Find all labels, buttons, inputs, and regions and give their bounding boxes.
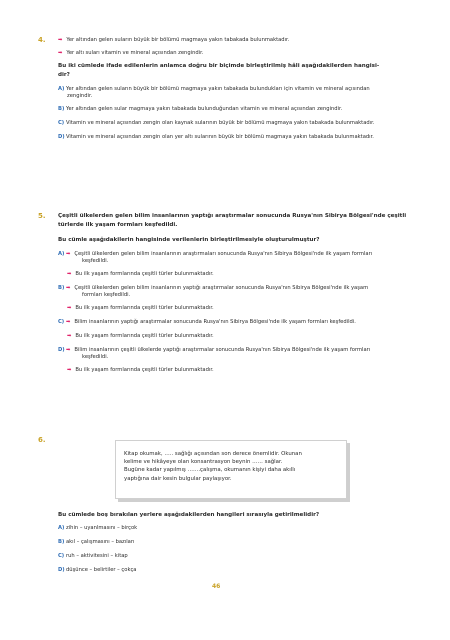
- q6-option-d[interactable]: D)düşünce – belirtiler – çokça: [58, 567, 137, 573]
- q5-option-d[interactable]: D)➡ Bilim insanlarının çeşitli ülkelerde yaptığı araştırmalar sonucunda Rusya'nın Sibirya Bölgesi'nde ilk yaşam formları: [58, 347, 371, 353]
- page-number: 46: [212, 583, 221, 590]
- q5-option-c[interactable]: C) ➡ Bilim insanlarının yaptığı araştırmalar sonucunda Rusya'nın Sibirya Bölgesi'nde ilk yaşam formları keşfedildi.: [58, 319, 356, 325]
- option-letter: C): [58, 553, 65, 559]
- q5-option-a-cont: keşfedildi.: [82, 258, 109, 264]
- option-letter: D): [58, 347, 65, 353]
- q5-stem-line-2: türlerde ilk yaşam formları keşfedildi.: [58, 222, 178, 228]
- q6-question: Bu cümlede boş bırakılan yerlere aşağıdakilerden hangileri sırasıyla getirilmelidir?: [58, 512, 320, 518]
- q4-option-a-cont: zengindir.: [67, 93, 93, 99]
- right-arrow-icon: ➡: [58, 37, 63, 43]
- q6-box-line-4: yaptığına dair kesin bulgular paylaşıyor.: [124, 475, 232, 482]
- q5-stem-line-1: Çeşitli ülkelerden gelen bilim insanlarının yaptığı araştırmalar sonucunda Rusya'nın Sibirya Bölgesi'nde çeşitli: [58, 213, 407, 219]
- question-4-number: 4.: [38, 36, 46, 44]
- q6-option-a[interactable]: A) zihin – uyanlmasını – birçok: [58, 525, 138, 531]
- q4-question-line-1: Bu iki cümlede ifade edilenlerin anlamca doğru bir biçimde birleştirilmiş hâli aşağıdakilerden hangisi-: [58, 63, 380, 69]
- option-letter: C): [58, 120, 65, 126]
- right-arrow-icon: ➡: [66, 319, 71, 325]
- option-letter: B): [58, 539, 65, 545]
- q5-option-d-cont: keşfedildi.: [82, 354, 109, 360]
- option-letter: B): [58, 285, 65, 291]
- q4-option-b[interactable]: B) Yer altından gelen sular magmaya yakın tabakada bulunduğundan vitamin ve mineral açısından zengindir.: [58, 106, 343, 112]
- right-arrow-icon: ➡: [58, 50, 63, 56]
- option-letter: D): [58, 134, 65, 140]
- q5-option-b-2: ➡ Bu ilk yaşam formlarında çeşitli türler bulunmaktadır.: [67, 305, 214, 311]
- q5-option-b[interactable]: B) ➡ Çeşitli ülkelerden gelen bilim insanlarının yaptığı araştırmalar sonucunda Rusya'nın Sibirya Bölgesi'nde ilk yaşam: [58, 285, 369, 291]
- option-letter: C): [58, 319, 65, 325]
- q5-option-a[interactable]: A) ➡ Çeşitli ülkelerden gelen bilim insanlarının araştırmaları sonucunda Rusya'nın Sibirya Bölgesi'nde ilk yaşam formları: [58, 251, 373, 257]
- q5-question: Bu cümle aşağıdakilerin hangisinde verilenlerin birleştirilmesiyle oluşturulmuştur?: [58, 237, 320, 243]
- option-letter: D): [58, 567, 65, 573]
- right-arrow-icon: ➡: [66, 251, 71, 257]
- option-letter: A): [58, 525, 65, 531]
- q5-option-c-2: ➡ Bu ilk yaşam formlarında çeşitli türler bulunmaktadır.: [67, 333, 214, 339]
- q6-text-box: [115, 440, 347, 499]
- q4-option-a[interactable]: A) Yer altından gelen suların büyük bir bölümü magmaya yakın tabakada bulundukları için vitamin ve mineral açısından: [58, 86, 370, 92]
- right-arrow-icon: ➡: [67, 271, 72, 277]
- q6-box-line-1: Kitap okumak, ….. sağlığı açısından son derece önemlidir. Okunan: [124, 451, 302, 457]
- option-letter: B): [58, 106, 65, 112]
- q6-box-line-3: Bugüne kadar yapılmış …….çalışma, okumanın kişiyi daha akıllı: [124, 467, 296, 474]
- question-6-number: 6.: [38, 436, 46, 444]
- q4-question-line-2: dir?: [58, 72, 70, 78]
- q6-box-line-2: kelime ve hikâyeye olan konsantrasyon beynin …… sağlar.: [124, 459, 283, 466]
- q5-option-b-cont: formları keşfedildi.: [82, 292, 131, 298]
- q6-option-c[interactable]: C) ruh – aktivitesini – kitap: [58, 553, 128, 559]
- q6-option-b[interactable]: B) akıl – çalışmasını – bazıları: [58, 539, 135, 545]
- option-letter: A): [58, 86, 65, 92]
- right-arrow-icon: ➡: [66, 347, 71, 353]
- right-arrow-icon: ➡: [67, 333, 72, 339]
- right-arrow-icon: ➡: [66, 285, 71, 291]
- q4-sentence-2: ➡ Yer altı suları vitamin ve mineral açısından zengindir.: [58, 50, 204, 56]
- option-letter: A): [58, 251, 65, 257]
- question-5-number: 5.: [38, 212, 46, 220]
- right-arrow-icon: ➡: [67, 367, 72, 373]
- q5-option-d-2: ➡ Bu ilk yaşam formlarında çeşitli türler bulunmaktadır.: [67, 367, 214, 373]
- q4-sentence-1: ➡ Yer altından gelen suların büyük bir bölümü magmaya yakın tabakada bulunmaktadır.: [58, 37, 290, 43]
- q4-option-d[interactable]: D)Vitamin ve mineral açısından zengin olan yer altı sularının büyük bir bölümü magmaya yakın tabakada bulunmaktadır.: [58, 134, 374, 140]
- q4-option-c[interactable]: C) Vitamin ve mineral açısından zengin olan kaynak sularının büyük bir bölümü magmaya yakın tabakada bulunmaktadır.: [58, 120, 375, 126]
- q5-option-a-2: ➡ Bu ilk yaşam formlarında çeşitli türler bulunmaktadır.: [67, 271, 214, 277]
- right-arrow-icon: ➡: [67, 305, 72, 311]
